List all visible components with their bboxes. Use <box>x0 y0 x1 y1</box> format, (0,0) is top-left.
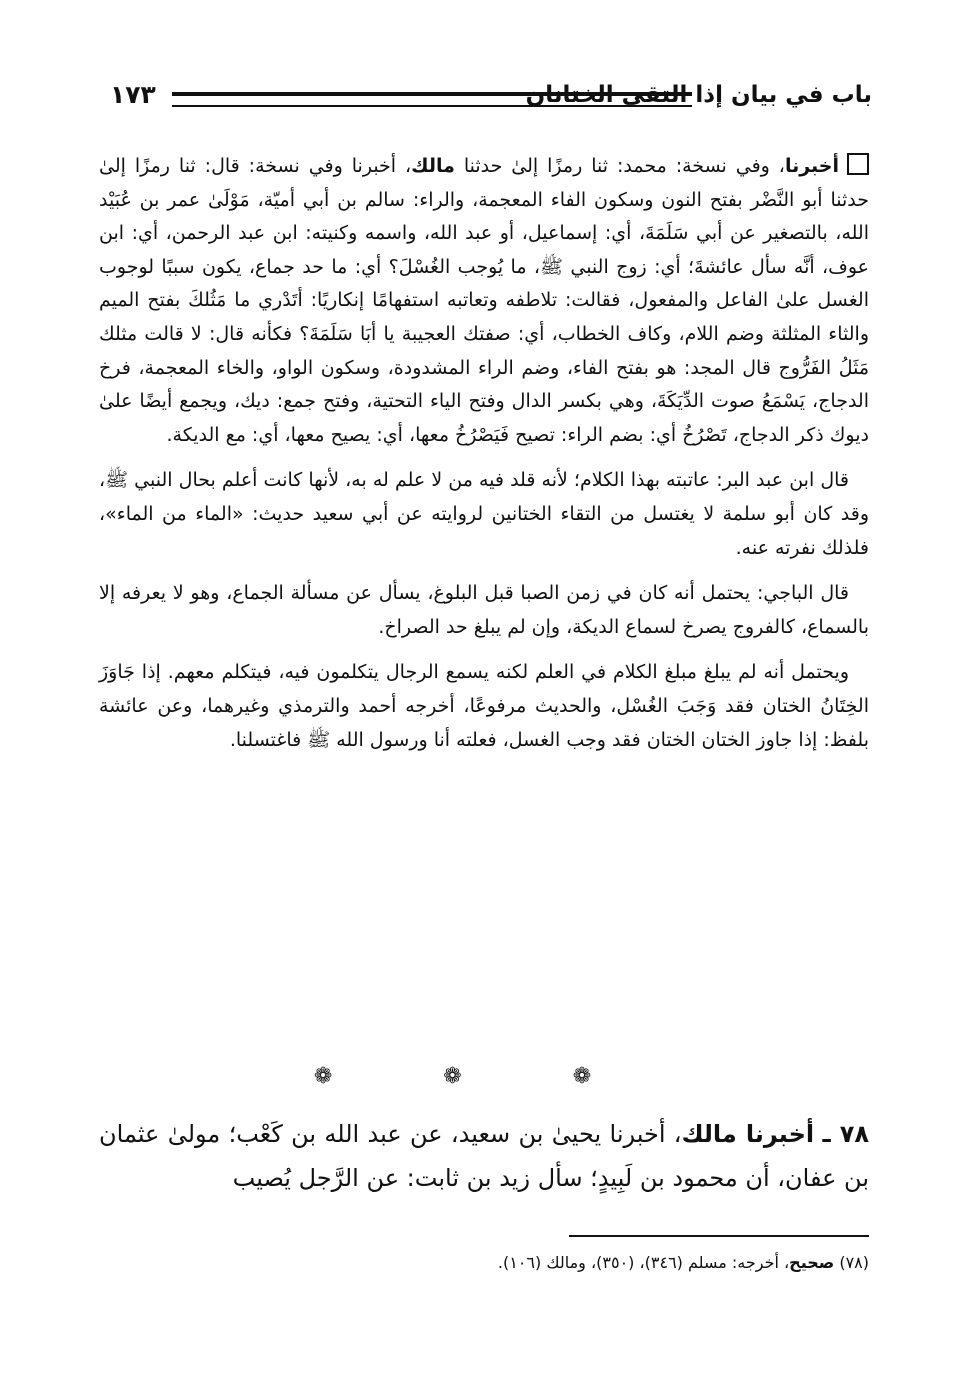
hadith-label: أخبرنا مالك <box>681 1120 815 1148</box>
hadith-number: ٧٨ ـ <box>822 1120 870 1148</box>
page-number: ١٧٣ <box>110 80 156 109</box>
commentary-paragraph-3: قال الباجي: يحتمل أنه كان في زمن الصبا قبل البلوغ، يسأل عن مسألة الجماع، وهو لا يعرفه إلا بالسماع، كالفروج يصرخ لسماع الديكة، وإن لم يبلغ حد الصراخ. <box>99 582 869 638</box>
hadith-text: ، أخبرنا يحيىٰ بن سعيد، عن عبد الله بن كَعْب؛ مولىٰ عثمان بن عفان، أن محمود بن لَبِيدٍ؛ سأل زيد بن ثابت: عن الرَّجل يُصيب <box>99 1120 869 1192</box>
footnote-grade: صحيح <box>789 1253 835 1272</box>
chapter-title: باب في بيان إذا التقى الختانان <box>525 82 872 108</box>
footnote-ref: (٧٨) <box>839 1253 869 1272</box>
section-separator: ❁ ❁ ❁ <box>313 1064 644 1089</box>
commentary-label: أخبرنا <box>784 155 839 177</box>
commentary-text-1a: ، وفي نسخة: محمد: ثنا رمزًا إلىٰ حدثنا <box>454 155 785 177</box>
footnote-text: ، أخرجه: مسلم (٣٤٦)، (٣٥٠)، ومالك (١٠٦). <box>497 1253 790 1272</box>
footnote-rule <box>569 1235 869 1237</box>
hadith-block <box>99 1112 869 1200</box>
header-rule <box>172 92 692 107</box>
page-header <box>110 80 872 120</box>
commentary-paragraph-2: قال ابن عبد البر: عاتبته بهذا الكلام؛ لأنه قلد فيه من لا علم له به، لأنها كانت أعلم بحال النبي ﷺ، وقد كان أبو سلمة لا يغتسل من التقاء الختانين لروايته عن أبي سعيد حديث: «الماء من الماء»، فلذلك نفرته عنه. <box>99 469 869 559</box>
footnote <box>99 1250 869 1276</box>
square-marker-icon <box>847 153 869 175</box>
commentary-text-1b: ، أخبرنا وفي نسخة: قال: ثنا رمزًا إلىٰ حدثنا أبو النَّضْر بفتح النون وسكون الفاء المعجمة، والراء: سالم بن أبي أميّة، مَوْلَىٰ عمر بن عُبَيْد الله، بالتصغير عن أبي سَلَمَةَ، أي: إسماعيل، أو عبد الله، واسمه وكنيته: ابن عبد الرحمن، أي: ابن عوف، أنَّه سأل عائشةَ؛ أي: زوج النبي ﷺ، ما يُوجب الغُسْلَ؟ أي: ما حد جماع، يكون سببًا لوجوب الغسل علىٰ الفاعل والمفعول، فقالت: تلاطفه وتعاتبه استفهامًا إنكاريًا: أتَدْري ما مَثُلكَ بفتح الميم والثاء المثلثة وضم اللام، وكاف الخطاب، أي: صفتك العجيبة يا أبَا سَلَمَةَ؟ فكأنه قال: لا قالت مثلك مَثَلُ الفَرُّوج قال المجد: هو بفتح الفاء، وضم الراء المشدودة، وسكون الواو، والخاء المعجمة، فرخ الدجاج، يَسْمَعُ صوت الدِّيَكَةَ، وهي بكسر الدال وفتح الياء التحتية، وفتح جمع: ديك، ويجمع أيضًا علىٰ ديوك ذكر الدجاج، تَصْرُخُ أي: بضم الراء: تصيح فَيَصْرُخُ معها، أي: يصيح معها، أي: مع الديكة. <box>99 155 869 446</box>
commentary-body <box>99 150 869 769</box>
commentary-paragraph-1 <box>99 150 869 452</box>
commentary-name: مالك <box>411 155 455 177</box>
commentary-paragraph-4: ويحتمل أنه لم يبلغ مبلغ الكلام في العلم لكنه يسمع الرجال يتكلمون فيه، فيتكلم معهم. إذا جَاوَزَ الخِتَانُ الختان فقد وَجَبَ الغُسْل، والحديث مرفوعًا، أخرجه أحمد والترمذي وغيرهما، وعن عائشة بلفظ: إذا جاوز الختان الختان فقد وجب الغسل، فعلته أنا ورسول الله ﷺ فاغتسلنا. <box>99 661 869 751</box>
